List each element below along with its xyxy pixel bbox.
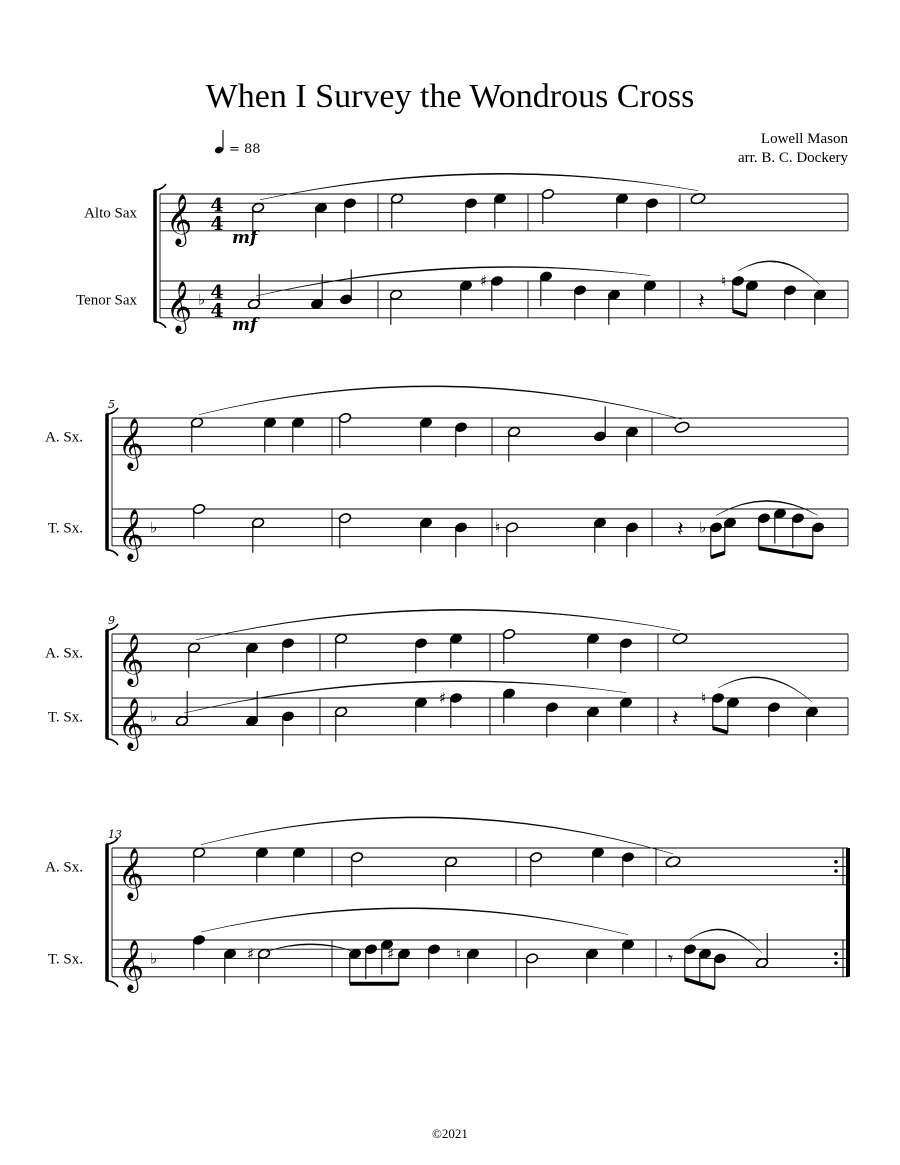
tenor-note bbox=[310, 298, 323, 309]
alto-note bbox=[292, 847, 305, 858]
time-signature-beats: 4 bbox=[210, 281, 224, 304]
alto-note bbox=[187, 642, 200, 653]
alto-note bbox=[255, 847, 268, 858]
sharp-accidental: ♯ bbox=[387, 944, 395, 963]
sharp-accidental: ♯ bbox=[480, 272, 488, 290]
tenor-note bbox=[811, 522, 824, 533]
treble-clef-icon: 𝄞 bbox=[118, 697, 145, 749]
measure-number: 5 bbox=[108, 398, 115, 411]
system-bracket-bottom bbox=[106, 981, 118, 987]
quarter-rest: 𝄽 bbox=[677, 517, 684, 543]
treble-clef-icon: 𝄞 bbox=[118, 417, 145, 469]
treble-clef-icon: 𝄞 bbox=[166, 193, 193, 245]
tenor-note bbox=[251, 517, 264, 528]
phrase-slur bbox=[184, 681, 626, 713]
repeat-thick-barline bbox=[846, 848, 850, 885]
treble-clef-icon: 𝄞 bbox=[118, 939, 145, 991]
repeat-dot bbox=[834, 860, 838, 864]
phrase-slur bbox=[260, 173, 698, 200]
tenor-note bbox=[502, 688, 515, 699]
quarter-rest: 𝄽 bbox=[672, 706, 679, 732]
instrument-label-alto: A. Sx. bbox=[45, 645, 83, 662]
alto-note bbox=[263, 417, 276, 428]
instrument-label-tenor: T. Sx. bbox=[47, 520, 83, 537]
tenor-note bbox=[757, 513, 770, 524]
natural-accidental: ♮ bbox=[456, 944, 462, 963]
alto-note bbox=[591, 847, 604, 858]
tenor-note bbox=[813, 289, 826, 300]
tenor-note bbox=[585, 948, 598, 959]
tenor-note bbox=[586, 706, 599, 717]
tenor-note bbox=[767, 702, 780, 713]
alto-note bbox=[593, 431, 606, 442]
tenor-note bbox=[459, 280, 472, 291]
tenor-note bbox=[545, 702, 558, 713]
tenor-note bbox=[711, 692, 724, 703]
tenor-note bbox=[397, 948, 410, 959]
tenor-note bbox=[223, 948, 236, 959]
measure-number: 13 bbox=[108, 828, 122, 841]
alto-note bbox=[541, 188, 554, 199]
tenor-note bbox=[773, 508, 786, 519]
alto-note bbox=[502, 628, 515, 639]
alto-note bbox=[291, 417, 304, 428]
tenor-note bbox=[573, 285, 586, 296]
alto-note bbox=[674, 421, 690, 434]
key-signature-flat: ♭ bbox=[198, 290, 206, 309]
tenor-note bbox=[339, 294, 352, 305]
score-title: When I Survey the Wondrous Cross bbox=[205, 78, 695, 115]
tenor-note bbox=[490, 275, 503, 286]
tenor-note bbox=[525, 953, 538, 964]
alto-note bbox=[586, 633, 599, 644]
natural-accidental: ♮ bbox=[495, 518, 501, 537]
tenor-note bbox=[619, 697, 632, 708]
treble-clef-icon: 𝄞 bbox=[118, 508, 145, 560]
alto-note bbox=[314, 202, 327, 213]
key-signature-flat: ♭ bbox=[150, 949, 158, 968]
alto-note bbox=[192, 847, 205, 858]
alto-note bbox=[449, 633, 462, 644]
tenor-note bbox=[454, 522, 467, 533]
instrument-label-alto: A. Sx. bbox=[45, 859, 83, 876]
system-bracket-bottom bbox=[106, 739, 118, 745]
tenor-note bbox=[709, 522, 722, 533]
tenor-note bbox=[621, 939, 634, 950]
alto-note bbox=[338, 412, 351, 423]
system-bracket-bottom bbox=[154, 322, 166, 328]
alto-note bbox=[281, 638, 294, 649]
tenor-note bbox=[643, 280, 656, 291]
composer-credit: Lowell Mason bbox=[760, 131, 848, 147]
flat-accidental: ♭ bbox=[699, 518, 707, 537]
tenor-note bbox=[607, 289, 620, 300]
tenor-note bbox=[539, 271, 552, 282]
alto-note bbox=[444, 856, 457, 867]
alto-note bbox=[454, 422, 467, 433]
tenor-note bbox=[338, 513, 351, 524]
tenor-note bbox=[192, 503, 205, 514]
tenor-note bbox=[449, 692, 462, 703]
key-signature-flat: ♭ bbox=[150, 707, 158, 726]
alto-note bbox=[529, 852, 542, 863]
tenor-note bbox=[245, 715, 258, 726]
alto-note bbox=[615, 193, 628, 204]
tenor-note bbox=[175, 715, 188, 726]
repeat-dot bbox=[834, 869, 838, 873]
sharp-accidental: ♯ bbox=[439, 689, 447, 707]
treble-clef-icon: 𝄞 bbox=[118, 847, 145, 899]
alto-note bbox=[625, 426, 638, 437]
phrase-slur bbox=[196, 609, 680, 640]
tenor-note bbox=[334, 706, 347, 717]
system-bracket-bottom bbox=[106, 550, 118, 556]
tenor-note bbox=[419, 517, 432, 528]
copyright-notice: ©2021 bbox=[432, 1126, 468, 1141]
tenor-note bbox=[745, 280, 758, 291]
arranger-credit: arr. B. C. Dockery bbox=[738, 150, 848, 166]
beam bbox=[711, 553, 725, 558]
tenor-note bbox=[755, 957, 768, 968]
eighth-rest: 𝄾 bbox=[668, 946, 674, 971]
alto-note bbox=[645, 198, 658, 209]
instrument-label-tenor: T. Sx. bbox=[47, 951, 83, 968]
phrase-slur bbox=[199, 386, 682, 419]
tenor-note bbox=[683, 944, 696, 955]
tenor-note bbox=[805, 706, 818, 717]
alto-note bbox=[251, 202, 264, 213]
alto-note bbox=[190, 417, 203, 428]
alto-note bbox=[245, 642, 258, 653]
beam bbox=[759, 548, 813, 557]
tenor-note bbox=[192, 934, 205, 945]
tenor-note bbox=[726, 697, 739, 708]
instrument-label-alto: Alto Sax bbox=[84, 205, 137, 222]
tenor-note bbox=[783, 285, 796, 296]
alto-note bbox=[621, 852, 634, 863]
system-bracket-top bbox=[154, 184, 166, 190]
treble-clef-icon: 𝄞 bbox=[118, 633, 145, 685]
phrase-slur bbox=[201, 908, 628, 935]
dynamic-tenor: mf bbox=[232, 315, 258, 335]
tenor-note bbox=[364, 944, 377, 955]
tenor-note bbox=[713, 953, 726, 964]
tenor-note bbox=[427, 944, 440, 955]
repeat-thick-barline bbox=[846, 940, 850, 977]
beam bbox=[713, 728, 728, 733]
treble-clef-icon: 𝄞 bbox=[166, 280, 193, 332]
dynamic-alto: mf bbox=[232, 228, 258, 248]
time-signature-beats: 4 bbox=[210, 194, 224, 217]
tenor-note bbox=[731, 275, 744, 286]
alto-note bbox=[464, 198, 477, 209]
tempo-marking: = 88 bbox=[229, 142, 261, 157]
alto-note bbox=[350, 852, 363, 863]
alto-note bbox=[390, 193, 403, 204]
phrase-slur bbox=[716, 500, 818, 515]
alto-note bbox=[507, 426, 520, 437]
repeat-dot bbox=[834, 952, 838, 956]
tie bbox=[266, 944, 355, 952]
alto-note bbox=[419, 417, 432, 428]
tenor-note bbox=[593, 517, 606, 528]
alto-note bbox=[343, 198, 356, 209]
tenor-note bbox=[414, 697, 427, 708]
time-signature-beat-type: 4 bbox=[210, 212, 224, 235]
instrument-label-tenor: T. Sx. bbox=[47, 709, 83, 726]
tenor-note bbox=[281, 711, 294, 722]
repeat-dot bbox=[834, 961, 838, 965]
tenor-note bbox=[625, 522, 638, 533]
alto-note bbox=[493, 193, 506, 204]
tenor-note bbox=[723, 517, 736, 528]
tenor-note bbox=[466, 948, 479, 959]
tenor-note bbox=[257, 948, 270, 959]
quarter-rest: 𝄽 bbox=[698, 289, 705, 315]
time-signature-beat-type: 4 bbox=[210, 299, 224, 322]
tenor-note bbox=[247, 298, 260, 309]
natural-accidental: ♮ bbox=[721, 272, 727, 290]
alto-note bbox=[414, 638, 427, 649]
tenor-note bbox=[505, 522, 518, 533]
tenor-note bbox=[389, 289, 402, 300]
tenor-note bbox=[791, 513, 804, 524]
alto-note bbox=[619, 638, 632, 649]
measure-number: 9 bbox=[108, 614, 115, 627]
tenor-note bbox=[348, 948, 361, 959]
instrument-label-alto: A. Sx. bbox=[45, 429, 83, 446]
sharp-accidental: ♯ bbox=[247, 944, 255, 963]
beam bbox=[733, 311, 747, 316]
alto-note bbox=[334, 633, 347, 644]
key-signature-flat: ♭ bbox=[150, 518, 158, 537]
instrument-label-tenor: Tenor Sax bbox=[75, 292, 137, 309]
repeat-thick-barline bbox=[846, 885, 850, 940]
natural-accidental: ♮ bbox=[701, 689, 707, 707]
tenor-note bbox=[698, 948, 711, 959]
